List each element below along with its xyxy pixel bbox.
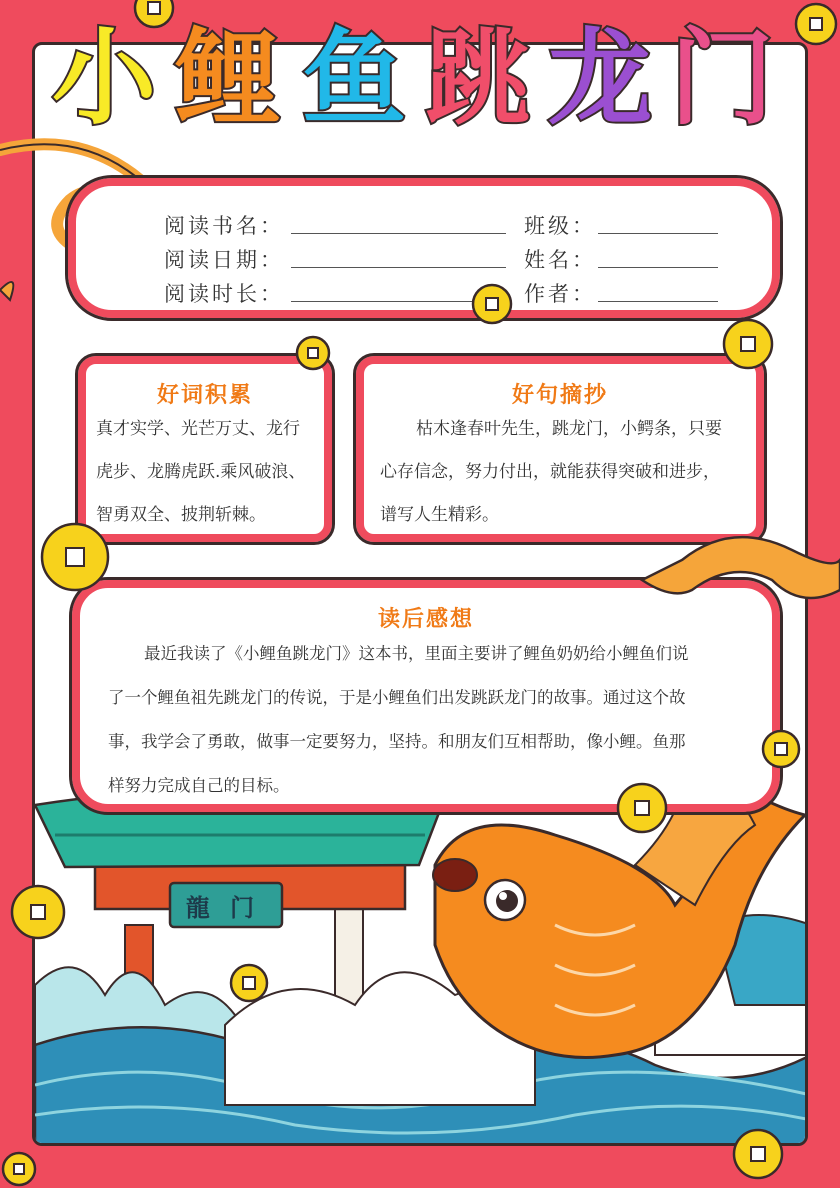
title-char-3: 鱼 — [302, 17, 407, 139]
coin-icon — [760, 728, 802, 770]
author-field[interactable] — [598, 301, 718, 302]
good-sentences-line: 心存信念，努力付出，就能获得突破和进步， — [380, 462, 720, 482]
cloud-ribbon-decoration — [632, 520, 840, 630]
good-sentences-card — [356, 356, 764, 542]
name-label: 姓名： — [524, 248, 596, 272]
reflection-title: 读后感想 — [377, 607, 474, 632]
good-sentences-title: 好句摘抄 — [511, 383, 608, 408]
gate-plaque: 龍 门 — [185, 894, 261, 922]
reflection-line: 样努力完成自己的目标。 — [108, 776, 290, 795]
good-words-card — [78, 356, 332, 542]
good-words-line: 智勇双全、披荆斩棘。 — [96, 505, 266, 525]
reflection-line: 事，我学会了勇敢，做事一定要努力，坚持。和朋友们互相帮助，像小鲤。鱼那 — [108, 732, 686, 751]
read-date-label: 阅读日期： — [164, 248, 284, 272]
good-words-title: 好词积累 — [156, 383, 253, 408]
coin-icon — [294, 334, 332, 372]
coin-icon — [0, 1150, 38, 1188]
good-words-line: 虎步、龙腾虎跃.乘风破浪、 — [96, 462, 306, 482]
class-field[interactable] — [598, 233, 718, 234]
reflection-line: 了一个鲤鱼祖先跳龙门的传说，于是小鲤鱼们出发跳跃龙门的故事。通过这个故 — [108, 688, 686, 707]
good-sentences-line: 谱写人生精彩。 — [380, 505, 499, 525]
reading-info-panel — [68, 178, 780, 318]
good-words-text — [96, 408, 305, 537]
book-name-label: 阅读书名： — [164, 214, 284, 238]
good-sentences-line: 枯木逢春叶先生，跳龙门，小鳄条，只要 — [416, 419, 722, 439]
reflection-text — [108, 632, 689, 808]
title-char-4: 跳 — [426, 17, 531, 139]
coin-icon — [8, 882, 68, 942]
read-duration-field[interactable] — [291, 301, 479, 302]
reflection-line: 最近我读了《小鲤鱼跳龙门》这本书，里面主要讲了鲤鱼奶奶给小鲤鱼们说 — [144, 644, 689, 663]
title-char-5: 龙 — [548, 17, 653, 139]
title-char-1: 小 — [52, 17, 157, 139]
coin-icon — [720, 316, 776, 372]
read-duration-label: 阅读时长： — [164, 282, 284, 306]
title-char-2: 鲤 — [176, 17, 281, 139]
good-words-line: 真才实学、光芒万丈、龙行 — [96, 419, 300, 439]
class-label: 班级： — [524, 214, 596, 238]
name-field[interactable] — [598, 267, 718, 268]
coin-icon — [730, 1126, 786, 1182]
good-sentences-text — [380, 408, 722, 537]
coin-icon — [38, 520, 112, 594]
coin-icon — [614, 780, 670, 836]
author-label: 作者： — [524, 282, 596, 306]
book-name-field[interactable] — [291, 233, 506, 234]
read-date-field[interactable] — [291, 267, 506, 268]
coin-icon — [228, 962, 270, 1004]
coin-icon — [470, 282, 514, 326]
title-char-6: 门 — [670, 17, 775, 139]
